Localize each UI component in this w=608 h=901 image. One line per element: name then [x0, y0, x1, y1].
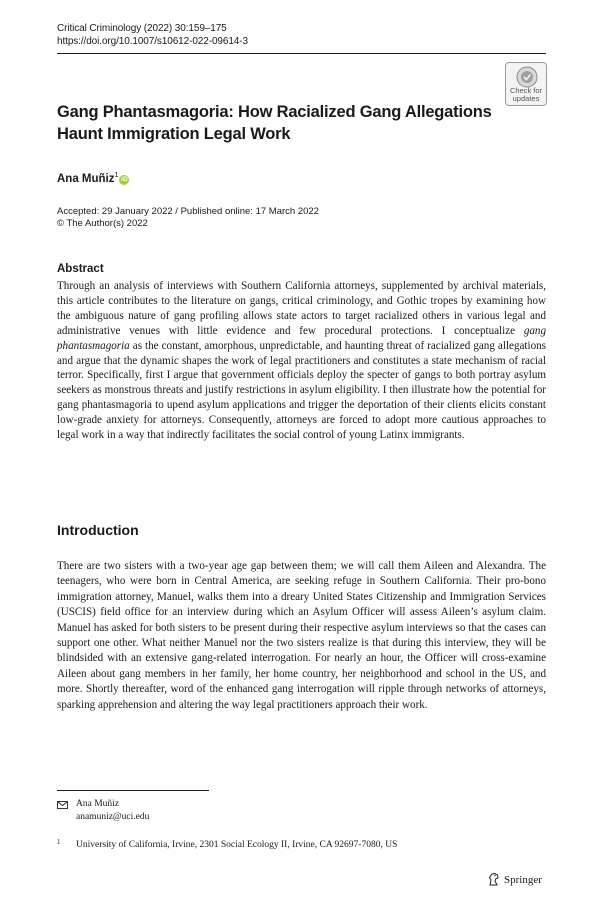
author-name[interactable]: Ana Muñiz: [57, 173, 115, 185]
header-divider: [57, 53, 546, 54]
author-line: [57, 168, 129, 187]
abstract-key-term: gang phantasmagoria: [57, 324, 546, 352]
journal-citation: Critical Criminology (2022) 30:159–175: [57, 23, 227, 34]
contact-name: Ana Muñiz: [76, 799, 120, 809]
introduction-heading: Introduction: [57, 522, 139, 538]
abstract-text-part-2: as the constant, amorphous, unpredictable, and haunting threat of racialized gang allegations and argue that the dynamic shapes the work of legal practitioners and constitutes a state mechanism of racial terror. Specifically, first I argue that government officials deploy the specter of gangs to both portray asylum seekers as monstrous threats and justify restrictions in asylum eligibility. I then illustrate how the potential for gang phantasmagoria to upend asylum applications and trigger the deportation of their clients elicits constant low-grade anxiety for attorneys. Consequently, attorneys are forced to adopt more cautious approaches to legal work in a way that indirectly facilitates the social control of young Latinx immigrants.: [57, 339, 546, 442]
contact-email[interactable]: anamuniz@uci.edu: [76, 812, 150, 822]
copyright-notice: © The Author(s) 2022: [57, 218, 148, 229]
abstract-text-part-1: Through an analysis of interviews with Southern California attorneys, supplemented by archival materials, this article contributes to the literature on gangs, critical criminology, and Gothic tropes by examining how the ambiguous nature of gang profiling allows state actors to target racialized others in various legal and administrative venues with little evidence and few procedural protections. I conceptualize: [57, 280, 546, 337]
badge-line-1: Check for: [509, 86, 543, 95]
accepted-published-dates: Accepted: 29 January 2022 / Published online: 17 March 2022: [57, 206, 319, 217]
author-affiliation-marker: 1: [114, 172, 119, 179]
affiliation-number: 1: [57, 838, 61, 846]
abstract-body: [57, 279, 546, 443]
orcid-icon[interactable]: iD: [121, 176, 128, 183]
title-line-2: Haunt Immigration Legal Work: [57, 125, 291, 143]
affiliation-text: University of California, Irvine, 2301 Social Ecology II, Irvine, CA 92697-7080, US: [76, 840, 398, 850]
publication-dates: [57, 206, 319, 230]
springer-horse-icon: [487, 872, 501, 886]
badge-line-2: updates: [512, 94, 540, 103]
check-for-updates-badge[interactable]: [505, 62, 547, 106]
doi-link[interactable]: https://doi.org/10.1007/s10612-022-09614-3: [57, 36, 248, 47]
journal-header: [57, 22, 248, 48]
publisher-logo[interactable]: [487, 872, 542, 888]
introduction-paragraph: There are two sisters with a two-year age gap between them; we will call them Aileen and Alexandra. The teenagers, who were born in Central America, are seeking refuge in Southern California. Their pro-bono immigration attorney, Manuel, walks them into a dreary United States Citizenship and Immigration Services (USCIS) field office for an interview during which an Asylum Officer will assess Aileen’s asylum claim. Manuel has asked for both sisters to be present during their respective asylum interviews so that the cases can support one other. What neither Manuel nor the two sisters realize is that during this interview, they will be blindsided with an extensive gang-related interrogation. For nearly an hour, the Officer will cross-examine Aileen about gang members in her family, her home country, her neighborhood and school in the US, and more. Shortly thereafter, word of the enhanced gang interrogation will ripple through networks of attorneys, sparking apprehension and altering the way legal practitioners approach their work.: [57, 560, 546, 711]
envelope-icon: [57, 801, 68, 809]
article-title: [57, 101, 497, 145]
crossmark-icon: [515, 66, 539, 88]
abstract-heading: Abstract: [57, 263, 104, 275]
footnote-divider: [57, 790, 209, 791]
publisher-name: Springer: [504, 874, 542, 886]
title-line-1: Gang Phantasmagoria: How Racialized Gang Allegations: [57, 103, 492, 121]
